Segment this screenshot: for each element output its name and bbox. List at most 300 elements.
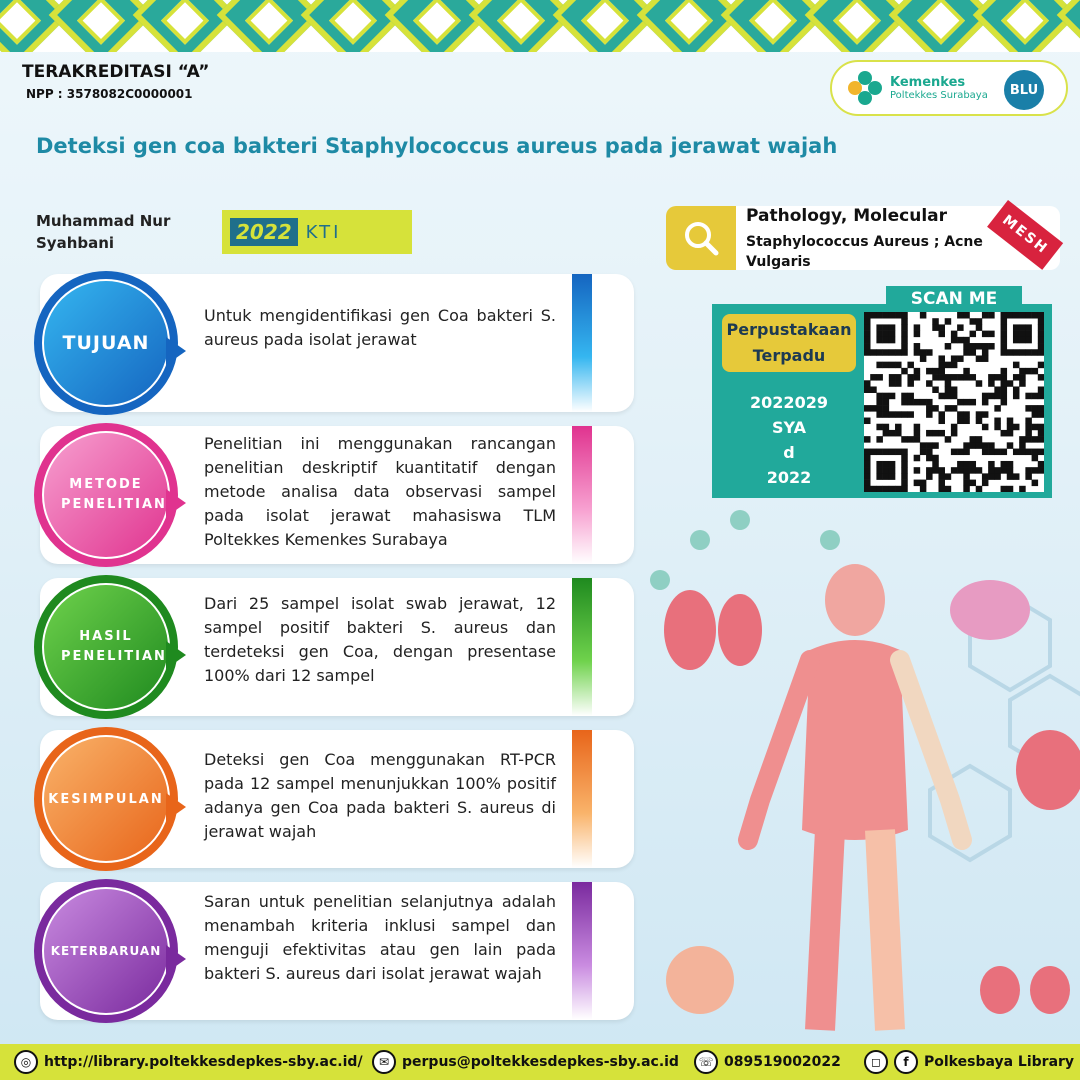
qr-module	[982, 424, 989, 431]
qr-module	[988, 331, 995, 338]
qr-module	[901, 393, 908, 400]
qr-module	[901, 473, 908, 480]
qr-module	[876, 324, 883, 331]
qr-module	[963, 467, 970, 474]
qr-module	[876, 374, 883, 381]
card-circle	[34, 575, 178, 719]
qr-module	[982, 312, 989, 319]
qr-module	[864, 343, 871, 350]
qr-module	[938, 486, 945, 492]
qr-module	[994, 386, 1001, 393]
qr-module	[932, 374, 939, 381]
qr-module	[907, 436, 914, 443]
page-title: Deteksi gen coa bakteri Staphylococcus aureus pada jerawat wajah	[36, 134, 838, 158]
qr-module	[901, 467, 908, 474]
qr-module	[876, 473, 883, 480]
qr-module	[976, 442, 983, 449]
qr-module	[864, 318, 871, 325]
qr-module	[1038, 318, 1044, 325]
qr-module	[876, 362, 883, 369]
qr-module	[970, 331, 977, 338]
qr-module	[963, 480, 970, 487]
qr-module	[914, 349, 921, 356]
qr-module	[1025, 473, 1032, 480]
qr-module	[1001, 368, 1008, 375]
qr-module	[963, 349, 970, 356]
qr-module	[876, 405, 883, 412]
qr-module	[1038, 324, 1044, 331]
qr-module	[1038, 337, 1044, 344]
qr-module	[889, 411, 896, 418]
qr-module	[938, 430, 945, 437]
kemenkes-logo	[830, 60, 1068, 116]
qr-module	[914, 331, 921, 338]
qr-module	[1001, 374, 1008, 381]
qr-module	[951, 430, 958, 437]
qr-module	[951, 424, 958, 431]
qr-module	[907, 362, 914, 369]
qr-module	[945, 473, 952, 480]
card-text: Dari 25 sampel isolat swab jerawat, 12 sampel positif bakteri S. aureus dan terdeteksi gen Coa, dengan presentase 100% dari 12 sampel	[204, 594, 556, 685]
qr-module	[901, 455, 908, 462]
qr-module	[864, 473, 871, 480]
qr-module	[889, 393, 896, 400]
footer-website[interactable]	[14, 1050, 363, 1074]
qr-module	[876, 436, 883, 443]
qr-module	[901, 312, 908, 319]
qr-module	[1001, 324, 1008, 331]
qr-module	[932, 455, 939, 462]
qr-module	[895, 430, 902, 437]
qr-module	[883, 324, 890, 331]
qr-module	[901, 449, 908, 456]
qr-module	[963, 449, 970, 456]
card-label: KESIMPULAN	[48, 791, 164, 807]
qr-module	[864, 418, 871, 425]
qr-module	[883, 362, 890, 369]
card-text: Deteksi gen Coa menggunakan RT-PCR pada 12 sampel menunjukkan 100% positif adanya gen Coa pada bakteri S. aureus di jerawat wajah	[204, 750, 556, 841]
qr-module	[876, 467, 883, 474]
qr-module	[895, 380, 902, 387]
qr-module	[938, 324, 945, 331]
qr-module	[951, 467, 958, 474]
logo-name: Kemenkes	[890, 74, 966, 90]
npp-text: NPP : 3578082C0000001	[26, 87, 193, 101]
qr-module	[870, 312, 877, 319]
qr-module	[1032, 405, 1039, 412]
qr-module	[901, 318, 908, 325]
qr-module	[1001, 467, 1008, 474]
qr-module	[889, 449, 896, 456]
qr-module	[951, 405, 958, 412]
qr-module	[1013, 386, 1020, 393]
phone-text[interactable]: 089519002022	[724, 1054, 841, 1070]
footer-phone[interactable]	[694, 1050, 841, 1074]
qr-module	[1001, 337, 1008, 344]
qr-module	[963, 343, 970, 350]
qr-module	[963, 442, 970, 449]
qr-module	[945, 318, 952, 325]
card-accent-bar	[572, 578, 592, 716]
qr-module	[938, 355, 945, 362]
instagram-icon: ◻	[864, 1050, 888, 1074]
qr-module	[883, 424, 890, 431]
qr-module	[988, 461, 995, 468]
card-circle	[34, 423, 178, 567]
qr-module	[970, 399, 977, 406]
qr-module	[920, 486, 927, 492]
qr-module	[1001, 399, 1008, 406]
card-label: TUJUAN	[62, 332, 150, 354]
qr-module	[963, 461, 970, 468]
qr-module	[976, 343, 983, 350]
qr-module	[932, 442, 939, 449]
qr-module	[889, 312, 896, 319]
qr-module	[1025, 436, 1032, 443]
qr-module	[901, 349, 908, 356]
qr-module	[970, 349, 977, 356]
qr-module	[932, 467, 939, 474]
blu-logo: BLU	[1004, 70, 1044, 110]
qr-module	[1007, 349, 1014, 356]
qr-module	[889, 380, 896, 387]
qr-module	[883, 430, 890, 437]
qr-module	[982, 473, 989, 480]
qr-module	[970, 467, 977, 474]
qr-module	[901, 399, 908, 406]
qr-module	[994, 374, 1001, 381]
qr-module	[932, 368, 939, 375]
qr-module	[976, 486, 983, 492]
card-accent-bar	[572, 274, 592, 412]
qr-module	[876, 424, 883, 431]
qr-module	[864, 349, 871, 356]
qr-module	[938, 480, 945, 487]
qr-module	[1038, 374, 1044, 381]
qr-module	[914, 343, 921, 350]
qr-module	[889, 486, 896, 492]
qr-module	[945, 380, 952, 387]
qr-module	[920, 349, 927, 356]
qr-module	[926, 411, 933, 418]
qr-module	[901, 368, 908, 375]
qr-module	[914, 399, 921, 406]
globe-icon: ◎	[14, 1050, 38, 1074]
card-circle-inner	[44, 585, 168, 709]
qr-module	[982, 449, 989, 456]
qr-module	[932, 405, 939, 412]
footer-social[interactable]	[864, 1050, 1074, 1074]
qr-module	[889, 374, 896, 381]
qr-module	[938, 368, 945, 375]
qr-module	[920, 312, 927, 319]
qr-module	[957, 312, 964, 319]
qr-module	[988, 380, 995, 387]
qr-module	[1007, 442, 1014, 449]
qr-module	[945, 436, 952, 443]
qr-module	[1038, 436, 1044, 443]
social-name[interactable]: Polkesbaya Library	[924, 1054, 1075, 1070]
card-accent-bar	[572, 730, 592, 868]
qr-module	[1013, 331, 1020, 338]
qr-module	[907, 411, 914, 418]
qr-module	[876, 399, 883, 406]
qr-module	[1019, 486, 1026, 492]
qr-module	[926, 449, 933, 456]
qr-module	[957, 355, 964, 362]
qr-module	[926, 399, 933, 406]
qr-module	[901, 480, 908, 487]
qr-module	[982, 480, 989, 487]
qr-module	[1001, 461, 1008, 468]
qr-module	[901, 343, 908, 350]
qr-module	[864, 337, 871, 344]
qr-module	[876, 411, 883, 418]
qr-module	[938, 411, 945, 418]
card-circle	[34, 879, 178, 1023]
qr-module	[988, 473, 995, 480]
qr-module	[957, 418, 964, 425]
qr-module	[982, 349, 989, 356]
qr-module	[926, 430, 933, 437]
qr-module	[901, 486, 908, 492]
qr-module	[951, 355, 958, 362]
qr-module	[901, 436, 908, 443]
qr-module	[895, 449, 902, 456]
qr-module	[1032, 312, 1039, 319]
top-ornament-band	[0, 0, 1080, 52]
logo-subtitle: Poltekkes Surabaya	[890, 89, 988, 101]
qr-module	[920, 449, 927, 456]
qr-module	[901, 331, 908, 338]
qr-module	[889, 331, 896, 338]
qr-module	[926, 380, 933, 387]
qr-module	[963, 312, 970, 319]
year-label: 2022	[230, 218, 298, 246]
qr-module	[994, 467, 1001, 474]
qr-module	[970, 318, 977, 325]
qr-module	[864, 331, 871, 338]
card-hasil	[40, 578, 634, 716]
qr-module	[963, 399, 970, 406]
scan-me-label: SCAN ME	[886, 286, 1022, 312]
qr-module	[1038, 449, 1044, 456]
qr-module	[1032, 455, 1039, 462]
qr-module	[920, 442, 927, 449]
footer-email[interactable]	[372, 1050, 679, 1074]
qr-module	[982, 355, 989, 362]
qr-module	[901, 324, 908, 331]
qr-module	[1013, 324, 1020, 331]
qr-module	[864, 467, 871, 474]
qr-module	[889, 324, 896, 331]
qr-module	[938, 331, 945, 338]
qr-module	[1019, 436, 1026, 443]
qr-module	[920, 480, 927, 487]
qr-module	[1032, 436, 1039, 443]
qr-module	[963, 337, 970, 344]
qr-module	[988, 449, 995, 456]
qr-module	[938, 418, 945, 425]
qr-module	[870, 386, 877, 393]
card-label: METODE PENELITIAN	[61, 477, 167, 512]
qr-module	[1032, 349, 1039, 356]
qr-module	[1038, 312, 1044, 319]
qr-module	[883, 411, 890, 418]
qr-module	[1007, 473, 1014, 480]
qr-module	[945, 386, 952, 393]
qr-module	[1007, 461, 1014, 468]
qr-module	[1038, 424, 1044, 431]
qr-module	[1038, 362, 1044, 369]
qr-module	[901, 411, 908, 418]
card-text: Untuk mengidentifikasi gen Coa bakteri S. aureus pada isolat jerawat	[204, 306, 556, 349]
qr-module	[938, 362, 945, 369]
qr-module	[1025, 424, 1032, 431]
qr-module	[914, 374, 921, 381]
qr-module	[982, 331, 989, 338]
card-circle-inner	[44, 281, 168, 405]
card-label: KETERBARUAN	[50, 944, 162, 958]
mesh-badge: MESH	[987, 200, 1063, 270]
qr-module	[1025, 393, 1032, 400]
qr-module	[951, 374, 958, 381]
qr-module	[926, 473, 933, 480]
card-circle-inner	[44, 889, 168, 1013]
author-name: Muhammad Nur Syahbani	[36, 212, 171, 252]
qr-module	[1013, 349, 1020, 356]
qr-module	[889, 349, 896, 356]
qr-module	[895, 424, 902, 431]
qr-module	[945, 405, 952, 412]
qr-module	[883, 467, 890, 474]
qr-module	[926, 405, 933, 412]
qr-module	[889, 473, 896, 480]
email-link[interactable]: perpus@poltekkesdepkes-sby.ac.id	[402, 1054, 679, 1070]
qr-module	[1019, 368, 1026, 375]
qr-module	[1038, 349, 1044, 356]
qr-module	[895, 349, 902, 356]
qr-module	[976, 380, 983, 387]
qr-module	[1019, 312, 1026, 319]
qr-module	[1007, 380, 1014, 387]
qr-module	[1025, 467, 1032, 474]
qr-module	[1032, 424, 1039, 431]
qr-module	[951, 393, 958, 400]
qr-module	[926, 349, 933, 356]
qr-module	[864, 486, 871, 492]
qr-module	[895, 486, 902, 492]
qr-module	[926, 442, 933, 449]
qr-module	[951, 386, 958, 393]
qr-module	[1025, 405, 1032, 412]
qr-module	[1025, 418, 1032, 425]
qr-module	[883, 349, 890, 356]
qr-module	[1019, 349, 1026, 356]
qr-module	[1019, 449, 1026, 456]
qr-module	[951, 362, 958, 369]
qr-module	[864, 455, 871, 462]
qr-module	[926, 455, 933, 462]
qr-module	[876, 449, 883, 456]
qr-module	[932, 324, 939, 331]
qr-module	[1001, 331, 1008, 338]
qr-module	[1038, 461, 1044, 468]
qr-module	[988, 393, 995, 400]
qr-module	[976, 436, 983, 443]
mesh-term-secondary: Staphylococcus Aureus ; Acne Vulgaris	[746, 234, 983, 270]
qr-module	[1025, 337, 1032, 344]
qr-module	[970, 442, 977, 449]
qr-module	[914, 424, 921, 431]
qr-module	[914, 436, 921, 443]
whatsapp-icon: ☏	[694, 1050, 718, 1074]
qr-module	[945, 374, 952, 381]
call-line: 2022029	[750, 393, 828, 412]
qr-module	[1025, 430, 1032, 437]
qr-module	[876, 486, 883, 492]
qr-module	[963, 411, 970, 418]
qr-module	[1001, 393, 1008, 400]
accreditation-text: TERAKREDITASI “A”	[22, 62, 210, 82]
qr-module	[970, 461, 977, 468]
qr-module	[982, 343, 989, 350]
website-link[interactable]: http://library.poltekkesdepkes-sby.ac.id/	[44, 1054, 363, 1070]
qr-module	[1007, 418, 1014, 425]
qr-module	[883, 486, 890, 492]
qr-module	[1032, 411, 1039, 418]
qr-module	[1025, 368, 1032, 375]
mesh-term-primary: Pathology, Molecular	[746, 206, 948, 226]
qr-module	[1013, 424, 1020, 431]
qr-module	[926, 368, 933, 375]
qr-module	[883, 312, 890, 319]
facebook-icon: f	[894, 1050, 918, 1074]
qr-module	[864, 461, 871, 468]
qr-module	[889, 362, 896, 369]
qr-module	[1019, 337, 1026, 344]
qr-module	[963, 374, 970, 381]
anatomy-illustration	[640, 500, 1080, 1044]
qr-module	[945, 343, 952, 350]
call-line: SYA	[772, 418, 806, 437]
qr-module	[932, 430, 939, 437]
qr-module	[951, 337, 958, 344]
qr-module	[1001, 449, 1008, 456]
qr-module	[1001, 343, 1008, 350]
qr-module	[876, 461, 883, 468]
qr-module	[963, 486, 970, 492]
qr-module	[1038, 411, 1044, 418]
qr-module	[1001, 312, 1008, 319]
qr-module	[876, 393, 883, 400]
qr-module	[907, 399, 914, 406]
qr-module	[901, 461, 908, 468]
qr-module	[970, 343, 977, 350]
qr-module	[889, 461, 896, 468]
qr-module	[957, 411, 964, 418]
qr-module	[976, 318, 983, 325]
qr-module	[976, 355, 983, 362]
qr-code[interactable]	[864, 312, 1044, 492]
qr-module	[870, 405, 877, 412]
qr-module	[1001, 486, 1008, 492]
qr-module	[876, 331, 883, 338]
qr-module	[932, 461, 939, 468]
qr-module	[1032, 393, 1039, 400]
search-icon	[666, 206, 736, 270]
qr-module	[963, 473, 970, 480]
